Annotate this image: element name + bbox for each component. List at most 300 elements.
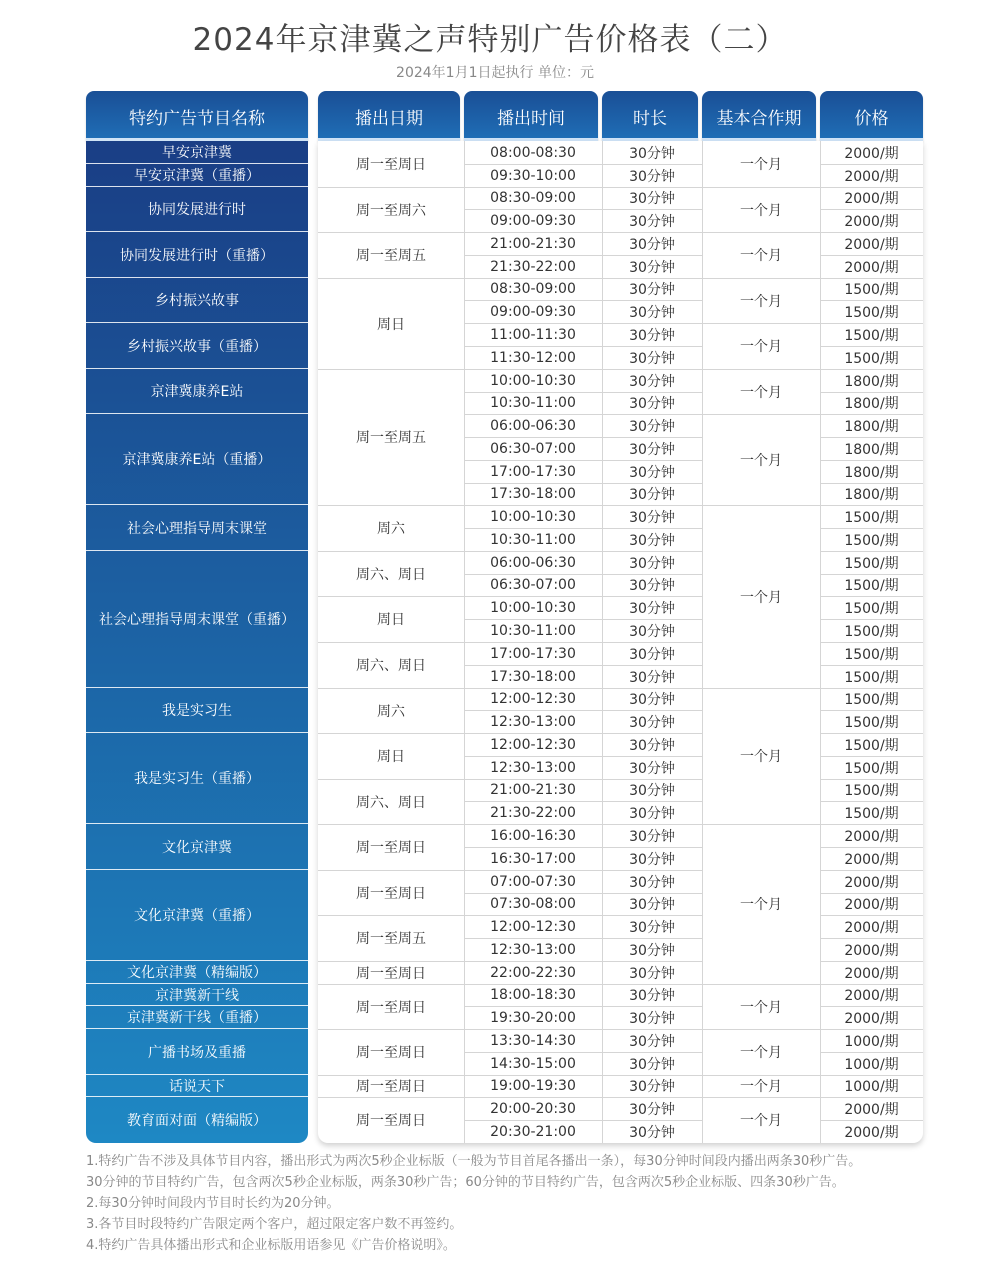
duration-cell: 30分钟 <box>629 282 675 298</box>
row-divider <box>820 779 923 780</box>
header-label: 播出时间 <box>497 108 565 129</box>
row-divider <box>820 915 923 916</box>
duration-cell: 30分钟 <box>629 760 675 777</box>
duration-cell: 30分钟 <box>629 805 675 822</box>
row-divider <box>820 870 923 871</box>
row-divider <box>820 688 923 689</box>
air-date-cell: 周一至周日 <box>356 1079 426 1095</box>
row-divider <box>820 1006 923 1007</box>
air-time-cell: 12:30-13:00 <box>490 713 576 730</box>
air-time-cell: 18:00-18:30 <box>490 987 576 1003</box>
duration-cell: 30分钟 <box>629 555 675 572</box>
row-divider <box>318 984 464 985</box>
header-air-date <box>318 91 460 141</box>
air-date-cell: 周日 <box>377 749 405 765</box>
row-divider <box>602 255 702 256</box>
program-name-cell: 我是实习生 <box>86 688 308 733</box>
row-divider <box>602 915 702 916</box>
duration-cell: 30分钟 <box>629 897 675 913</box>
price-cell: 2000/期 <box>844 942 899 959</box>
row-divider <box>464 437 602 438</box>
air-time-cell: 20:00-20:30 <box>490 1100 576 1117</box>
row-divider <box>318 870 464 871</box>
effective-date-unit: 2024年1月1日起执行 单位：元 <box>396 65 594 81</box>
row-divider <box>464 346 602 347</box>
price-cell: 2000/期 <box>844 828 899 845</box>
duration-cell: 30分钟 <box>629 1056 675 1073</box>
air-time-cell: 19:30-20:00 <box>490 1009 576 1026</box>
air-date-cell: 周一至周五 <box>356 931 426 947</box>
air-time-cell: 09:00-09:30 <box>490 303 576 320</box>
row-divider <box>464 961 602 962</box>
row-divider <box>602 1052 702 1053</box>
row-divider <box>602 437 702 438</box>
duration-cell: 30分钟 <box>629 623 675 640</box>
row-divider <box>820 460 923 461</box>
price-cell: 2000/期 <box>844 259 899 276</box>
row-divider <box>602 209 702 210</box>
row-divider <box>464 801 602 802</box>
row-divider <box>464 1075 602 1076</box>
price-cell: 2000/期 <box>844 1101 899 1118</box>
air-time-cell: 17:30-18:00 <box>490 668 576 685</box>
cooperation-period-cell: 一个月 <box>740 202 782 219</box>
row-divider <box>602 824 702 825</box>
duration-cell: 30分钟 <box>629 1010 675 1027</box>
row-divider <box>602 164 702 165</box>
row-divider <box>464 870 602 871</box>
air-date-cell: 周六、周日 <box>356 794 426 811</box>
row-divider <box>820 232 923 233</box>
row-divider <box>464 232 602 233</box>
row-divider <box>702 278 820 279</box>
row-divider <box>318 824 464 825</box>
header-label: 播出日期 <box>355 108 423 129</box>
duration-cell: 30分钟 <box>629 874 675 891</box>
program-name-cell: 广播书场及重播 <box>86 1029 308 1075</box>
duration-cell: 30分钟 <box>629 988 675 1004</box>
price-cell: 2000/期 <box>844 897 899 913</box>
cooperation-period-cell: 一个月 <box>740 339 782 355</box>
program-name-cell: 教育面对面（精编版） <box>127 1113 267 1129</box>
row-divider <box>602 392 702 393</box>
program-name-cell: 文化京津冀 <box>86 824 308 870</box>
duration-cell: 30分钟 <box>629 646 675 663</box>
row-divider <box>820 346 923 347</box>
row-divider <box>602 1075 702 1076</box>
air-time-cell: 13:30-14:30 <box>490 1032 576 1049</box>
duration-cell: 30分钟 <box>629 783 675 799</box>
row-divider <box>464 300 602 301</box>
air-time-cell: 17:30-18:00 <box>490 486 576 502</box>
header-label: 价格 <box>854 108 889 129</box>
row-divider <box>820 187 923 188</box>
cooperation-period-cell: 一个月 <box>740 293 782 310</box>
price-cell: 2000/期 <box>844 965 899 982</box>
air-time-cell: 17:00-17:30 <box>490 645 576 662</box>
row-divider <box>602 323 702 324</box>
price-cell: 1500/期 <box>844 578 899 594</box>
price-cell: 1500/期 <box>844 692 899 708</box>
row-divider <box>820 1097 923 1098</box>
program-name-cell: 社会心理指导周末课堂 <box>86 505 308 551</box>
row-divider <box>602 278 702 279</box>
program-name-cell: 乡村振兴故事（重播） <box>86 323 308 369</box>
air-date-cell: 周一至周五 <box>356 430 426 446</box>
price-cell: 1000/期 <box>844 1079 899 1095</box>
row-divider <box>602 414 702 415</box>
air-date-cell: 周六 <box>377 521 405 537</box>
row-divider <box>318 232 464 233</box>
price-table-body <box>318 141 923 1143</box>
air-time-cell: 07:00-07:30 <box>490 873 576 890</box>
page-title: 2024年京津冀之声特别广告价格表（二） <box>192 22 788 58</box>
program-name-cell: 文化京津冀（精编版） <box>86 961 308 984</box>
duration-cell: 30分钟 <box>629 600 675 617</box>
row-divider <box>820 392 923 393</box>
row-divider <box>318 1097 464 1098</box>
footnote-1-cont: 30分钟的节目特约广告，包含两次5秒企业标版，两条30秒广告；60分钟的节目特约广告，包含两次5秒企业标版、四条30秒广告。 <box>86 1175 845 1190</box>
cooperation-period-cell: 一个月 <box>740 897 782 913</box>
row-divider <box>702 369 820 370</box>
air-date-cell: 周一至周日 <box>356 965 426 982</box>
duration-cell: 30分钟 <box>629 851 675 868</box>
row-divider <box>602 710 702 711</box>
header-label: 时长 <box>633 108 667 129</box>
row-divider <box>602 460 702 461</box>
row-divider <box>820 1075 923 1076</box>
cooperation-period-cell: 一个月 <box>740 1079 782 1095</box>
row-divider <box>820 824 923 825</box>
price-cell: 1500/期 <box>844 783 899 799</box>
air-date-cell: 周一至周日 <box>356 885 426 902</box>
row-divider <box>602 619 702 620</box>
price-cell: 1500/期 <box>844 669 899 686</box>
air-date-cell: 周六 <box>377 703 405 720</box>
footnote-3: 3.各节目时段特约广告限定两个客户，超过限定客户数不再签约。 <box>86 1217 463 1232</box>
air-time-cell: 22:00-22:30 <box>490 964 576 981</box>
row-divider <box>464 209 602 210</box>
air-time-cell: 10:00-10:30 <box>490 372 576 389</box>
price-cell: 1500/期 <box>844 646 899 663</box>
row-divider <box>820 847 923 848</box>
row-divider <box>464 460 602 461</box>
air-date-cell: 周六、周日 <box>356 566 426 583</box>
row-divider <box>602 938 702 939</box>
row-divider <box>464 1006 602 1007</box>
row-divider <box>464 596 602 597</box>
row-divider <box>464 893 602 894</box>
duration-cell: 30分钟 <box>629 441 675 458</box>
row-divider <box>820 551 923 552</box>
duration-cell: 30分钟 <box>629 669 675 686</box>
row-divider <box>820 961 923 962</box>
cooperation-period-cell: 一个月 <box>740 749 782 765</box>
row-divider <box>318 187 464 188</box>
row-divider <box>820 483 923 484</box>
duration-cell: 30分钟 <box>629 396 675 412</box>
row-divider <box>464 369 602 370</box>
cooperation-period-cell: 一个月 <box>740 589 782 606</box>
program-name-cell: 早安京津冀（重播） <box>86 164 308 187</box>
row-divider <box>464 710 602 711</box>
footnote-2: 2.每30分钟时间段内节目时长约为20分钟。 <box>86 1196 340 1211</box>
duration-cell: 30分钟 <box>629 168 675 185</box>
footnote-1: 1.特约广告不涉及具体节目内容，播出形式为两次5秒企业标版（一般为节目首尾各播出一条），每30分钟时间段内播出两条30秒广告。 <box>86 1154 862 1169</box>
row-divider <box>820 938 923 939</box>
row-divider <box>820 1029 923 1030</box>
duration-cell: 30分钟 <box>629 304 675 321</box>
row-divider <box>820 596 923 597</box>
row-divider <box>602 688 702 689</box>
row-divider <box>820 369 923 370</box>
row-divider <box>464 574 602 575</box>
header-air-time <box>464 91 598 141</box>
air-date-cell: 周日 <box>377 316 405 333</box>
duration-cell: 30分钟 <box>629 578 675 594</box>
row-divider <box>820 414 923 415</box>
row-divider <box>602 733 702 734</box>
row-divider <box>602 984 702 985</box>
price-cell: 1500/期 <box>844 509 899 526</box>
row-divider <box>602 893 702 894</box>
row-divider <box>464 733 602 734</box>
row-divider <box>820 164 923 165</box>
air-date-cell: 周一至周五 <box>356 248 426 264</box>
air-time-cell: 10:00-10:30 <box>490 599 576 616</box>
duration-cell: 30分钟 <box>629 418 675 435</box>
price-cell: 2000/期 <box>844 874 899 891</box>
air-time-cell: 11:30-12:00 <box>490 349 576 366</box>
duration-cell: 30分钟 <box>629 487 675 503</box>
program-name-cell: 话说天下 <box>86 1075 308 1097</box>
row-divider <box>318 505 464 506</box>
row-divider <box>464 483 602 484</box>
column-divider <box>820 141 821 1143</box>
air-time-cell: 10:30-11:00 <box>490 531 576 548</box>
row-divider <box>602 642 702 643</box>
air-time-cell: 14:30-15:00 <box>490 1055 576 1072</box>
header-cooperation-period <box>702 91 816 141</box>
row-divider <box>318 1075 464 1076</box>
row-divider <box>464 1097 602 1098</box>
row-divider <box>464 1052 602 1053</box>
program-name-cell: 协同发展进行时（重播） <box>86 232 308 278</box>
air-time-cell: 06:00-06:30 <box>490 417 576 434</box>
row-divider <box>464 824 602 825</box>
air-date-cell: 周一至周日 <box>356 840 426 856</box>
air-time-cell: 12:30-13:00 <box>490 941 576 958</box>
price-cell: 1000/期 <box>844 1033 899 1050</box>
price-cell: 1800/期 <box>844 487 899 503</box>
row-divider <box>464 688 602 689</box>
row-divider <box>602 665 702 666</box>
row-divider <box>464 505 602 506</box>
row-divider <box>318 779 464 780</box>
air-time-cell: 09:00-09:30 <box>490 212 576 229</box>
duration-cell: 30分钟 <box>629 145 675 162</box>
row-divider <box>318 1029 464 1030</box>
header-duration <box>602 91 698 141</box>
row-divider <box>602 551 702 552</box>
row-divider <box>464 255 602 256</box>
row-divider <box>702 1097 820 1098</box>
air-time-cell: 12:00-12:30 <box>490 736 576 753</box>
price-cell: 1500/期 <box>844 760 899 777</box>
duration-cell: 30分钟 <box>629 965 675 982</box>
header-price <box>820 91 923 141</box>
row-divider <box>602 528 702 529</box>
row-divider <box>602 801 702 802</box>
row-divider <box>464 665 602 666</box>
row-divider <box>820 710 923 711</box>
row-divider <box>602 1029 702 1030</box>
price-cell: 1500/期 <box>844 600 899 617</box>
duration-cell: 30分钟 <box>629 942 675 959</box>
air-date-cell: 周一至周日 <box>356 1045 426 1061</box>
program-name-cell: 京津冀康养E站 <box>86 369 308 414</box>
duration-cell: 30分钟 <box>629 350 675 367</box>
row-divider <box>602 483 702 484</box>
row-divider <box>602 505 702 506</box>
air-time-cell: 21:30-22:00 <box>490 804 576 821</box>
price-cell: 2000/期 <box>844 1124 899 1141</box>
row-divider <box>464 938 602 939</box>
row-divider <box>464 1120 602 1121</box>
row-divider <box>464 984 602 985</box>
duration-cell: 30分钟 <box>629 213 675 230</box>
air-date-cell: 周一至周日 <box>356 1113 426 1129</box>
price-cell: 1500/期 <box>844 282 899 298</box>
row-divider <box>820 984 923 985</box>
price-cell: 2000/期 <box>844 145 899 162</box>
duration-cell: 30分钟 <box>629 327 675 344</box>
row-divider <box>602 369 702 370</box>
air-time-cell: 16:30-17:00 <box>490 850 576 867</box>
cooperation-period-cell: 一个月 <box>740 452 782 469</box>
row-divider <box>702 505 820 506</box>
row-divider <box>602 1097 702 1098</box>
row-divider <box>602 1006 702 1007</box>
air-time-cell: 07:30-08:00 <box>490 896 576 912</box>
row-divider <box>820 574 923 575</box>
air-time-cell: 12:00-12:30 <box>490 691 576 707</box>
row-divider <box>820 1052 923 1053</box>
column-divider <box>602 141 603 1143</box>
row-divider <box>820 665 923 666</box>
price-cell: 1800/期 <box>844 464 899 481</box>
air-time-cell: 08:30-09:00 <box>490 190 576 206</box>
row-divider <box>602 187 702 188</box>
row-divider <box>464 642 602 643</box>
air-date-cell: 周日 <box>377 612 405 628</box>
row-divider <box>702 1075 820 1076</box>
duration-cell: 30分钟 <box>629 692 675 708</box>
cooperation-period-cell: 一个月 <box>740 1113 782 1129</box>
duration-cell: 30分钟 <box>629 1101 675 1118</box>
row-divider <box>820 300 923 301</box>
program-name-cell: 京津冀康养E站（重播） <box>86 414 308 505</box>
row-divider <box>820 733 923 734</box>
row-divider <box>464 164 602 165</box>
program-name-cell: 我是实习生（重播） <box>86 733 308 824</box>
row-divider <box>702 824 820 825</box>
program-name-cell: 早安京津冀 <box>86 141 308 164</box>
cooperation-period-cell: 一个月 <box>740 157 782 173</box>
row-divider <box>602 574 702 575</box>
footnotes <box>86 1151 966 1256</box>
price-cell: 1500/期 <box>844 532 899 549</box>
duration-cell: 30分钟 <box>629 259 675 276</box>
row-divider <box>464 528 602 529</box>
row-divider <box>820 505 923 506</box>
price-cell: 1500/期 <box>844 304 899 321</box>
price-cell: 1000/期 <box>844 1056 899 1073</box>
row-divider <box>464 278 602 279</box>
row-divider <box>464 551 602 552</box>
row-divider <box>820 278 923 279</box>
air-time-cell: 17:00-17:30 <box>490 463 576 480</box>
row-divider <box>318 369 464 370</box>
price-cell: 2000/期 <box>844 168 899 185</box>
duration-cell: 30分钟 <box>629 737 675 754</box>
cooperation-period-cell: 一个月 <box>740 999 782 1016</box>
row-divider <box>464 392 602 393</box>
air-time-cell: 12:30-13:00 <box>490 759 576 776</box>
price-cell: 1800/期 <box>844 418 899 435</box>
row-divider <box>602 756 702 757</box>
air-time-cell: 12:00-12:30 <box>490 918 576 935</box>
row-divider <box>464 323 602 324</box>
air-time-cell: 19:00-19:30 <box>490 1078 576 1094</box>
row-divider <box>602 300 702 301</box>
row-divider <box>464 915 602 916</box>
air-date-cell: 周一至周日 <box>356 157 426 173</box>
air-time-cell: 10:00-10:30 <box>490 508 576 525</box>
cooperation-period-cell: 一个月 <box>740 384 782 401</box>
row-divider <box>602 1120 702 1121</box>
program-name-cell: 京津冀新干线 <box>86 984 308 1006</box>
row-divider <box>702 323 820 324</box>
row-divider <box>318 596 464 597</box>
duration-cell: 30分钟 <box>629 191 675 207</box>
row-divider <box>820 642 923 643</box>
row-divider <box>820 801 923 802</box>
price-cell: 2000/期 <box>844 988 899 1004</box>
row-divider <box>602 870 702 871</box>
program-name-cell: 协同发展进行时 <box>86 187 308 232</box>
row-divider <box>318 961 464 962</box>
cooperation-period-cell: 一个月 <box>740 1045 782 1061</box>
air-date-cell: 周六、周日 <box>356 658 426 674</box>
program-name-cell: 社会心理指导周末课堂（重播） <box>86 551 308 688</box>
row-divider <box>820 756 923 757</box>
row-divider <box>702 414 820 415</box>
program-name-cell: 京津冀新干线（重播） <box>86 1006 308 1029</box>
air-time-cell: 16:00-16:30 <box>490 827 576 844</box>
price-cell: 1500/期 <box>844 350 899 367</box>
cooperation-period-cell: 一个月 <box>740 248 782 264</box>
row-divider <box>318 551 464 552</box>
duration-cell: 30分钟 <box>629 919 675 936</box>
duration-cell: 30分钟 <box>629 714 675 731</box>
row-divider <box>464 1029 602 1030</box>
duration-cell: 30分钟 <box>629 509 675 526</box>
air-time-cell: 06:30-07:00 <box>490 577 576 593</box>
duration-cell: 30分钟 <box>629 532 675 549</box>
row-divider <box>702 688 820 689</box>
header-program-name <box>86 91 308 141</box>
